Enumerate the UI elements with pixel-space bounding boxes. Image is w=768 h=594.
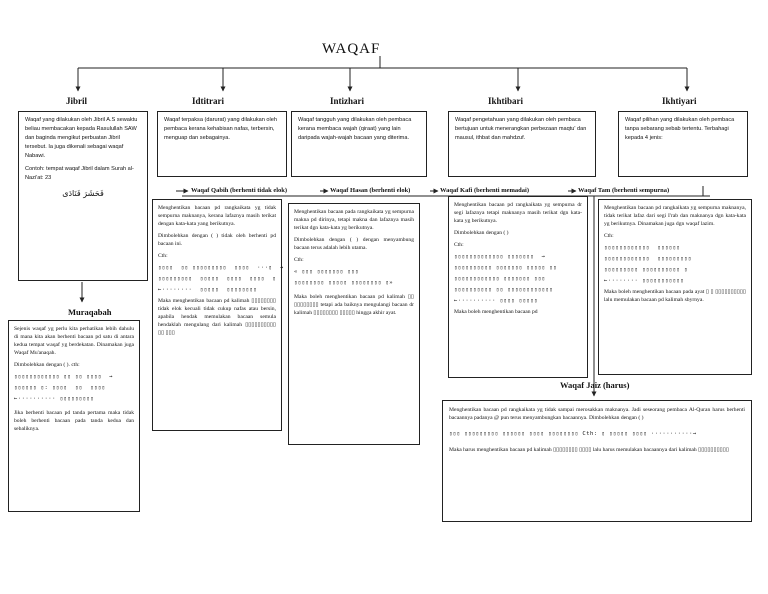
box-intizhari xyxy=(291,111,427,177)
label-muraqabah: Muraqabah xyxy=(68,307,112,317)
heading-intizhari: Intizhari xyxy=(330,96,365,106)
qabih-verse-line-3: ←········ ▯▯▯▯▯ ▯▯▯▯▯▯▯▯ xyxy=(158,287,258,293)
box-ikhtibari xyxy=(448,111,596,177)
box-jibril xyxy=(18,111,148,281)
box-waqaf-kafi xyxy=(448,196,588,378)
label-waqaf-kafi: Waqaf Kafi (berhenti memadai) xyxy=(440,187,530,194)
kafi-example-label: Cth: xyxy=(454,242,464,248)
muraqabah-ruling: Dimbolehkan dengan ( ). cth: xyxy=(14,362,80,368)
muraqabah-explanation: Jika berhenti bacaan pd tanda pertama maka tidak boleh berhenti bacaan pada tanda kedua dan sebaliknya. xyxy=(14,410,136,432)
heading-ikhtiyari: Ikhtiyari xyxy=(662,96,697,106)
hasan-verse-line-2: ▯▯▯▯▯▯▯▯ ▯▯▯▯▯ ▯▯▯▯▯▯▯▯ ▯» xyxy=(294,280,394,286)
tam-verse-line-3: ▯▯▯▯▯▯▯▯▯ ▯▯▯▯▯▯▯▯▯▯ ▯ xyxy=(604,267,688,273)
jibril-arabic-verse: فَحَشَرَ فَنَادَى xyxy=(62,189,104,198)
qabih-ruling: Dimbolehkan dengan ( ) tidak oleh berhenti pd bacaan ini. xyxy=(158,233,278,247)
qabih-explanation: Maka menghentikan bacaan pd kalimah ▯▯▯▯▯▯▯▯ tidak elok kecuali tidak cukup nafas atau bersin, apabila hendak memulakan bacaan semula hendaklah mengulang dari kalimah ▯▯▯▯▯▯▯▯▯▯ ▯▯ ▯▯▯ xyxy=(158,298,278,336)
muraqabah-verse-line-1: ▯▯▯▯▯▯▯▯▯▯▯▯ ▯▯ ▯▯ ▯▯▯▯ → xyxy=(14,374,114,380)
label-waqaf-hasan: Waqaf Hasan (berhenti elok) xyxy=(330,187,411,194)
kafi-verse-line-4: ▯▯▯▯▯▯▯▯▯▯ ▯▯ ▯▯▯▯▯▯▯▯▯▯▯▯ xyxy=(454,287,554,293)
box-waqaf-qabih xyxy=(152,199,282,431)
label-waqaf-qabih: Waqaf Qabih (berhenti tidak elok) xyxy=(191,187,288,194)
label-waqaf-jaiz: Waqaf Jaiz (harus) xyxy=(560,380,630,390)
box-muraqabah xyxy=(8,320,140,512)
tam-definition: Menghentikan bacaan pd rangkaikata yg sempurna maknanya, tidak terikat lafaz dari segi I'rab dan maknanya dgn kata-kata yg berikutnya. Dinamakan juga dgn waqaf lazim. xyxy=(604,205,748,227)
page-title: WAQAF xyxy=(322,41,381,57)
box-idtitrari xyxy=(157,111,287,177)
kafi-ruling: Dimbolehkan dengan ( ) xyxy=(454,230,509,236)
box-ikhtiyari xyxy=(618,111,748,177)
hasan-ruling: Dimbolehkan dengan ( ) dengan menyambung bacaan terus adalah lebih utama. xyxy=(294,237,416,251)
tam-explanation: Maka boleh menghentikan bacaan pada ayat ▯ ▯ ▯▯▯▯▯▯▯▯▯▯ lalu memulakan bacaan pd kalimah sbyrnya. xyxy=(604,289,748,303)
tam-example-label: Cth: xyxy=(604,233,614,239)
intizhari-text: Waqaf tangguh yang dilakukan oleh pembaca kerana membaca wajah (qiraat) yang lain daripada wajah-wajah bacaan yang diterima. xyxy=(298,117,413,141)
jaiz-verse-line: ▯▯▯ ▯▯▯▯▯▯▯▯▯ ▯▯▯▯▯▯ ▯▯▯▯ ▯▯▯▯▯▯▯▯ Cth: ▯ ▯▯▯▯▯ ▯▯▯▯ ···········→ xyxy=(449,431,697,437)
tam-verse-line-2: ▯▯▯▯▯▯▯▯▯▯▯▯ ▯▯▯▯▯▯▯▯▯ xyxy=(604,256,692,262)
kafi-verse-line-1: ▯▯▯▯▯▯▯▯▯▯▯▯▯ ▯▯▯▯▯▯▯ → xyxy=(454,254,546,260)
jaiz-definition: Menghentikan bacaan pd rangkaikata yg tidak sampai merosakkan maknanya. Jadi seseorang pembaca Al-Quran harus berhenti bacaannya padanya @ pun terus menyambungkan bacaannya. Dimbolehkan dengan ( ) xyxy=(449,407,747,421)
kafi-verse-line-5: ←·········· ▯▯▯▯ ▯▯▯▯▯ xyxy=(454,298,538,304)
label-waqaf-tam: Waqaf Tam (berhenti sempurna) xyxy=(578,187,670,194)
hasan-verse-line-1: « ▯▯▯ ▯▯▯▯▯▯▯ ▯▯▯ xyxy=(294,269,359,275)
kafi-verse-line-2: ▯▯▯▯▯▯▯▯▯▯ ▯▯▯▯▯▯▯ ▯▯▯▯▯ ▯▯ xyxy=(454,265,557,271)
qabih-verse-line-1: ▯▯▯▯ ▯▯ ▯▯▯▯▯▯▯▯▯ ▯▯▯▯ ···▯ → xyxy=(158,265,284,271)
tam-verse-line-1: ▯▯▯▯▯▯▯▯▯▯▯▯ ▯▯▯▯▯▯ xyxy=(604,245,681,251)
hasan-explanation: Maka boleh menghentikan bacaan pd kalimah ▯▯ ▯▯▯▯▯▯▯▯ tetapi ada baiknya mengulangi bacaan dr kalimah ▯▯▯▯▯▯▯▯ ▯▯▯▯▯ hingga akhir ayat. xyxy=(294,294,416,316)
jibril-example: Contoh: tempat waqaf Jibril dalam Surah al-Nazi'at: 23 xyxy=(25,166,134,181)
tam-verse-line-4: ←········ ▯▯▯▯▯▯▯▯▯▯▯ xyxy=(604,278,685,284)
muraqabah-verse-line-2: ▯▯▯▯▯▯ ▯: ▯▯▯▯ ▯▯ ▯▯▯▯ xyxy=(14,385,106,391)
muraqabah-definition: Sejenis waqaf yg perlu kita perhatikan lebih dahulu di mana kita akan berhenti bacaan pd satu di antara kedua tempat waqaf yg berdekatan. Dinamakan juga Waqaf Mu'anaqah. xyxy=(14,326,136,356)
heading-idtitrari: Idtitrari xyxy=(192,96,224,106)
box-waqaf-tam xyxy=(598,199,752,375)
kafi-definition: Menghentikan bacaan pd rangkaikata yg sempurna dr segi lafaznya tetapi maknanya masih terikat dgn kata-kata yg berikutnya. xyxy=(454,202,584,224)
qabih-example-label: Cth: xyxy=(158,253,168,259)
jibril-text: Waqaf yang dilakukan oleh Jibril A.S sewaktu beliau membacakan kepada Rasulullah SAW dan baginda mengikut perbuatan Jibril tersebut. Ia juga dikenali sebagai waqaf Nabawi. xyxy=(25,117,139,159)
jaiz-explanation: Maka harus menghentikan bacaan pd kalimah ▯▯▯▯▯▯▯▯ ▯▯▯▯ lalu harus memulakan bacaannya dari kalimah ▯▯▯▯▯▯▯▯▯▯ xyxy=(449,447,729,453)
ikhtibari-text: Waqaf pengetahuan yang dilakukan oleh pembaca bertujuan untuk menerangkan perbezaan maqtu' dan mausul, ithbat dan mahdzuf. xyxy=(455,117,588,141)
muraqabah-verse-line-3: ←·········· ▯▯▯▯▯▯▯▯▯ xyxy=(14,396,95,402)
qabih-definition: Menghentikan bacaan pd rangkaikata yg tidak sempurna maknanya, kerana lafaznya masih terikat dengan kata-kata yang berikutnya. xyxy=(158,205,278,227)
heading-ikhtibari: Ikhtibari xyxy=(488,96,524,106)
idtitrari-text: Waqaf terpaksa (darurat) yang dilakukan oleh pembaca kerana kehabisan nafas, terbersin, menguap dan sebagainya. xyxy=(164,117,279,141)
qabih-verse-line-2: ▯▯▯▯▯▯▯▯▯ ▯▯▯▯▯ ▯▯▯▯ ▯▯▯▯ ▯ xyxy=(158,276,277,282)
heading-jibril: Jibril xyxy=(66,96,88,106)
hasan-definition: Menghentikan bacaan pada rangkaikata yg sempurna makna pd dirinya, tetapi makna dan lafaznya masih terikat dgn kata-kata yg berikutnya. xyxy=(294,209,416,231)
box-waqaf-hasan xyxy=(288,203,420,445)
kafi-verse-line-3: ▯▯▯▯▯▯▯▯▯▯▯▯ ▯▯▯▯▯▯▯ ▯▯▯ xyxy=(454,276,546,282)
kafi-explanation: Maka boleh menghentikan bacaan pd xyxy=(454,309,538,315)
box-waqaf-jaiz xyxy=(442,400,752,522)
hasan-example-label: Cth: xyxy=(294,257,304,263)
ikhtiyari-text: Waqaf pilihan yang dilakukan oleh pembaca tanpa sebarang sebab tertentu. Terbahagi kepada 4 jenis: xyxy=(625,117,736,141)
